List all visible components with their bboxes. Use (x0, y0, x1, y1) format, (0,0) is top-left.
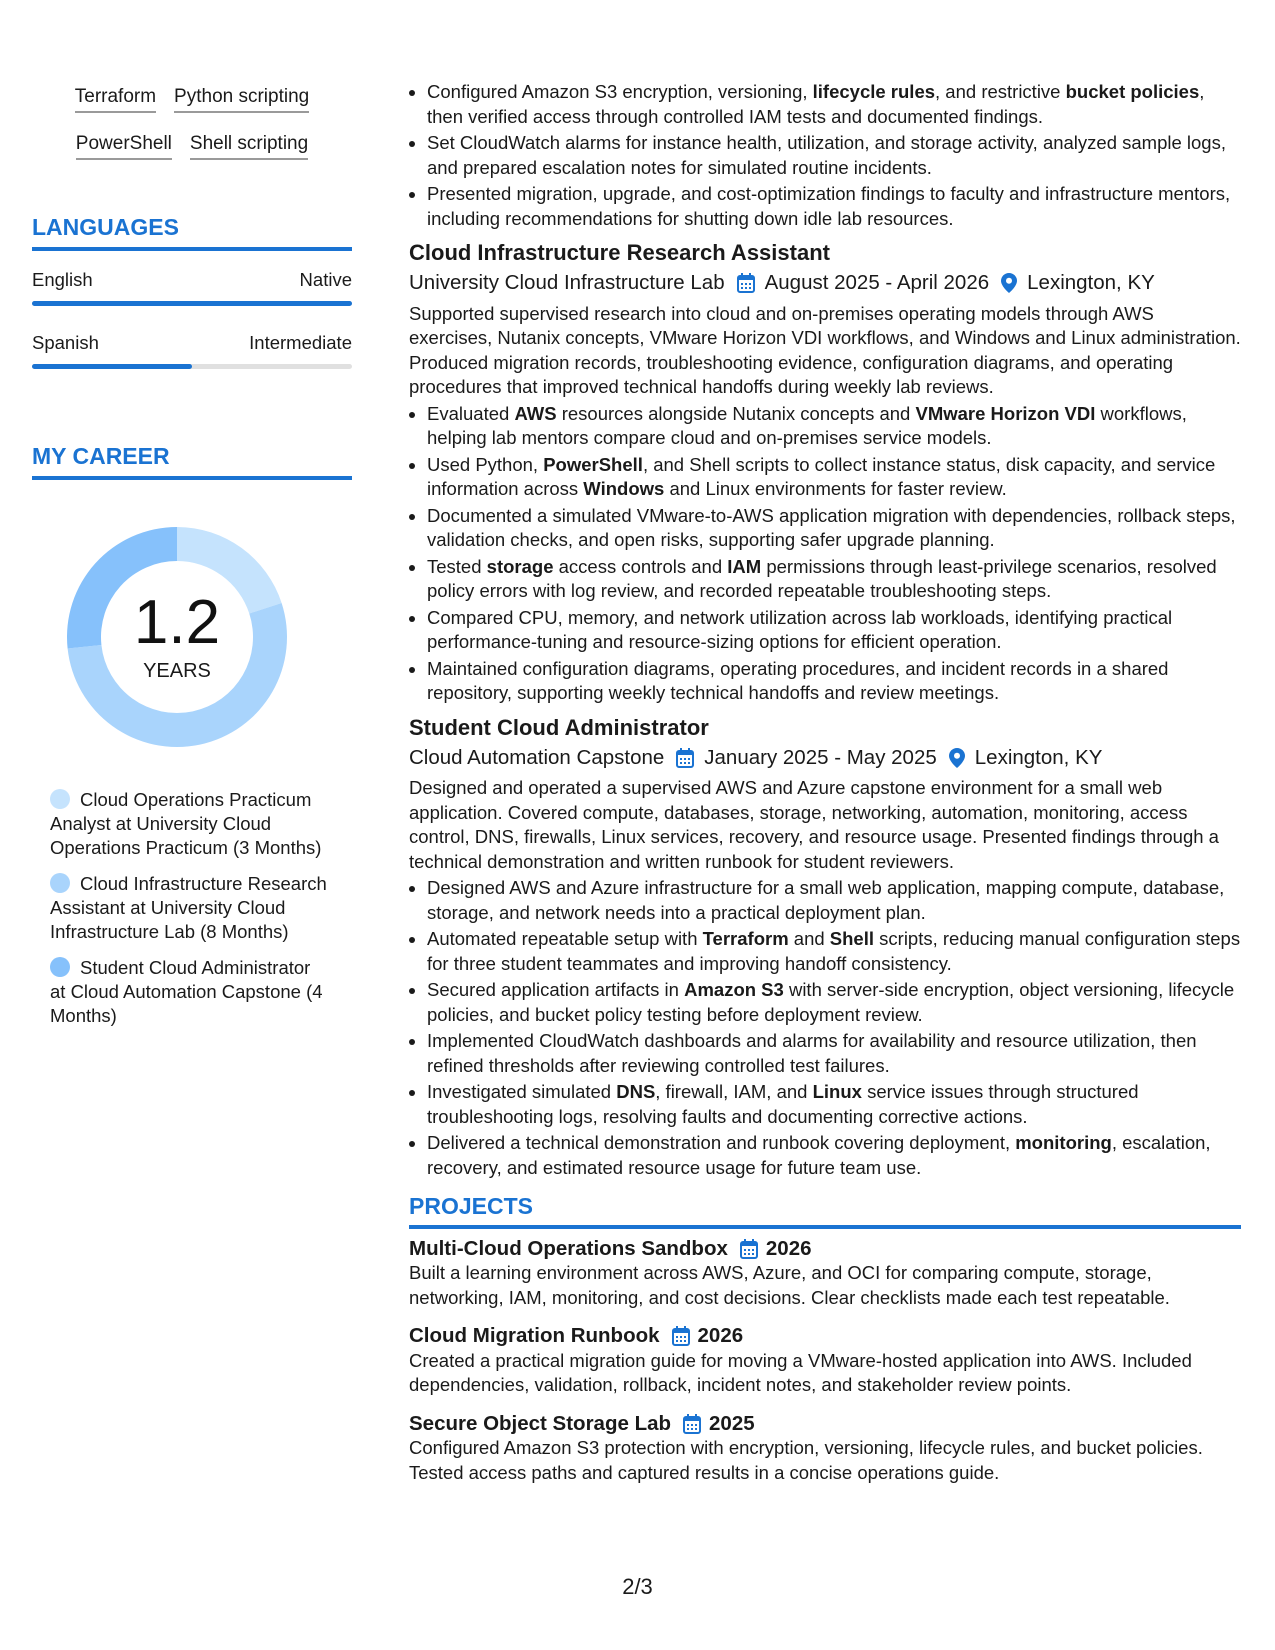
job-meta (409, 746, 1241, 771)
location-pin-icon (949, 748, 965, 768)
legend-dot (50, 957, 70, 977)
calendar-icon (737, 273, 755, 293)
project-description: Created a practical migration guide for moving a VMware-hosted application into AWS. Included dependencies, validation, rollback, incident notes, and stakeholder review points. (409, 1349, 1192, 1395)
page-number: 2/3 (622, 1574, 653, 1599)
bullet-item: • Set CloudWatch alarms for instance health, utilization, and storage activity, analyzed sample logs, and prepared escalation notes for simulated routine incidents. (427, 131, 1241, 180)
career-legend-label: Cloud Infrastructure Research Assistant at University Cloud Infrastructure Lab (8 Months) (50, 873, 327, 942)
project-entry (409, 1324, 1241, 1398)
skill-tag: Python scripting (174, 80, 309, 113)
projects-section (409, 1194, 1241, 1485)
job-entry (409, 714, 1241, 1181)
project-description: Configured Amazon S3 protection with encryption, versioning, lifecycle rules, and bucket policies. Tested access paths and captured results in a concise operations guide. (409, 1437, 1203, 1483)
language-name: Spanish (32, 332, 99, 353)
career-donut (62, 522, 292, 752)
language-bar-fill (32, 301, 352, 306)
job-summary: Designed and operated a supervised AWS and Azure capstone environment for a small web application. Covered compute, databases, storage, networking, automation, monitoring, access control, DNS, firewalls, Linux services, recovery, and resource usage. Presented findings through a technical demonstration and written runbook for student reviewers. (409, 777, 1219, 872)
job-bullets (409, 402, 1241, 706)
project-entry (409, 1237, 1241, 1311)
bullet-item: • Configured Amazon S3 encryption, versioning, lifecycle rules, and restrictive bucket policies, then verified access through controlled IAM tests and documented findings. (427, 80, 1241, 129)
career-total-value: 1.2 (133, 587, 221, 657)
bullet-item: • Tested storage access controls and IAM permissions through least-privilege scenarios, resolved policy errors with log review, and recorded repeatable troubleshooting steps. (427, 555, 1241, 604)
bullet-item: • Designed AWS and Azure infrastructure for a small web application, mapping compute, database, storage, and network needs into a practical deployment plan. (427, 876, 1241, 925)
location-pin-icon (1001, 273, 1017, 293)
project-name: Secure Object Storage Lab (409, 1411, 672, 1435)
legend-dot (50, 789, 70, 809)
previous-job-bullets (409, 80, 1241, 231)
career-total-unit: YEARS (143, 659, 211, 682)
skill-tag: Shell scripting (190, 127, 308, 160)
skill-tag: Terraform (75, 80, 156, 113)
languages-title: LANGUAGES (32, 214, 352, 251)
project-year: 2025 (709, 1411, 755, 1435)
skills-list (42, 80, 342, 174)
right-column (409, 80, 1241, 1487)
career-legend-item (50, 788, 330, 860)
language-bar (32, 301, 352, 306)
project-name: Multi-Cloud Operations Sandbox (409, 1236, 728, 1260)
career-legend-item (50, 956, 330, 1028)
job-meta (409, 271, 1241, 296)
job-dates: January 2025 - May 2025 (704, 745, 937, 769)
job-dates: August 2025 - April 2026 (764, 271, 990, 294)
project-year: 2026 (765, 1236, 812, 1260)
project-entry (409, 1412, 1241, 1486)
language-item (32, 332, 352, 369)
job-title: Student Cloud Administrator (409, 714, 709, 740)
language-bar-fill (32, 364, 192, 369)
calendar-icon (672, 1326, 690, 1346)
language-bar (32, 364, 352, 369)
project-name: Cloud Migration Runbook (409, 1324, 660, 1347)
languages-section (32, 214, 352, 369)
job-location: Lexington, KY (1027, 271, 1155, 294)
career-section (32, 443, 352, 1028)
bullet-item: • Documented a simulated VMware-to-AWS application migration with dependencies, rollback steps, validation checks, and open risks, supporting safer upgrade planning. (427, 504, 1241, 553)
legend-dot (50, 873, 70, 893)
calendar-icon (740, 1239, 758, 1259)
left-column (32, 80, 352, 1040)
project-year: 2026 (697, 1324, 744, 1347)
bullet-item: • Automated repeatable setup with Terraform and Shell scripts, reducing manual configuration steps for three student teammates and improving handoff consistency. (427, 927, 1241, 976)
job-title: Cloud Infrastructure Research Assistant (409, 240, 830, 265)
bullet-item: • Used Python, PowerShell, and Shell scripts to collect instance status, disk capacity, and service information across Windows and Linux environments for faster review. (427, 453, 1241, 502)
job-organization: University Cloud Infrastructure Lab (409, 271, 725, 294)
project-description: Built a learning environment across AWS, Azure, and OCI for comparing compute, storage, networking, IAM, monitoring, and cost decisions. Clear checklists made each test repeatable. (409, 1262, 1170, 1308)
career-legend-label: Cloud Operations Practicum Analyst at University Cloud Operations Practicum (3 Months) (50, 789, 322, 858)
language-level: Intermediate (249, 332, 352, 353)
language-item (32, 269, 352, 306)
calendar-icon (683, 1414, 701, 1434)
job-summary: Supported supervised research into cloud and on-premises operating models through AWS exercises, Nutanix concepts, VMware Horizon VDI workflows, and Windows and Linux administration. Produced migration records, troubleshooting evidence, configuration diagrams, and operating procedures that improved technical handoffs during weekly lab reviews. (409, 302, 1241, 397)
skill-tag: PowerShell (76, 127, 172, 160)
bullet-item: • Maintained configuration diagrams, operating procedures, and incident records in a shared repository, supporting weekly technical handoffs and review meetings. (427, 657, 1241, 706)
projects-title: PROJECTS (409, 1194, 1241, 1229)
bullet-item: • Investigated simulated DNS, firewall, IAM, and Linux service issues through structured troubleshooting logs, resolving faults and documenting corrective actions. (427, 1080, 1241, 1129)
calendar-icon (676, 748, 694, 768)
bullet-item: • Secured application artifacts in Amazon S3 with server-side encryption, object versioning, lifecycle policies, and bucket policy testing before deployment review. (427, 978, 1241, 1027)
career-legend (50, 788, 330, 1028)
bullet-item: • Evaluated AWS resources alongside Nutanix concepts and VMware Horizon VDI workflows, helping lab mentors compare cloud and on-premises service models. (427, 402, 1241, 451)
career-legend-item (50, 872, 330, 944)
job-entry (409, 239, 1241, 706)
bullet-item: • Compared CPU, memory, and network utilization across lab workloads, identifying practical performance-tuning and resource-sizing options for efficient operation. (427, 606, 1241, 655)
career-legend-label: Student Cloud Administrator at Cloud Automation Capstone (4 Months) (50, 957, 323, 1026)
career-title: MY CAREER (32, 443, 352, 480)
bullet-item: • Presented migration, upgrade, and cost-optimization findings to faculty and infrastructure mentors, including recommendations for shutting down idle lab resources. (427, 182, 1241, 231)
bullet-item: • Implemented CloudWatch dashboards and alarms for availability and resource utilization, then refined thresholds after reviewing controlled test failures. (427, 1029, 1241, 1078)
job-location: Lexington, KY (974, 745, 1103, 769)
job-bullets (409, 876, 1241, 1180)
bullet-item: • Delivered a technical demonstration and runbook covering deployment, monitoring, escalation, recovery, and estimated resource usage for future team use. (427, 1131, 1241, 1180)
language-name: English (32, 269, 93, 290)
language-level: Native (299, 269, 352, 290)
job-organization: Cloud Automation Capstone (409, 745, 665, 769)
